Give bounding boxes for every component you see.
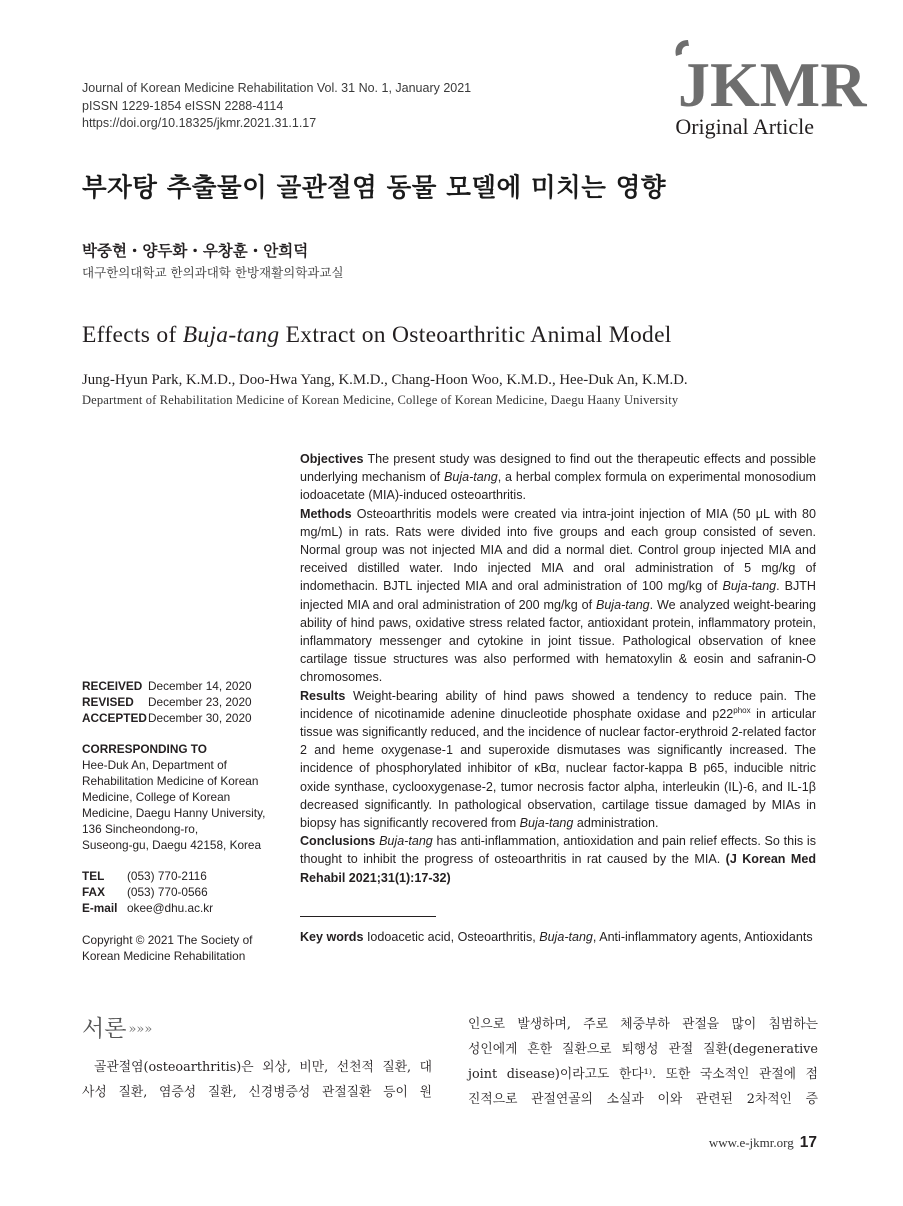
jkmr-logo — [662, 18, 867, 139]
page-number: 17 — [799, 1134, 817, 1151]
email-label: E-mail — [82, 901, 118, 915]
english-title: Effects of Buja-tang Extract on Osteoarthritic Animal Model — [82, 322, 672, 348]
article-dates — [82, 678, 252, 726]
journal-issn: pISSN 1229-1854 eISSN 2288-4114 — [82, 98, 284, 113]
heading-arrows-icon: »»» — [128, 1022, 153, 1037]
korean-title: 부자탕 추출물이 골관절염 동물 모델에 미치는 영향 — [82, 173, 667, 203]
english-authors: Jung-Hyun Park, K.M.D., Doo-Hwa Yang, K.M.D., Chang-Hoon Woo, K.M.D., Hee-Duk An, K.M.D. — [82, 372, 688, 388]
korean-affiliation: 대구한의대학교 한의과대학 한방재활의학과교실 — [82, 265, 344, 280]
abstract-objectives: Objectives The present study was designed to find out the therapeutic effects and possible underlying mechanism of Buja-tang, a herbal complex formula on experimental monosodium iodoacetate (MIA)-induced osteoarthritis. — [300, 452, 816, 503]
journal-doi[interactable]: https://doi.org/10.18325/jkmr.2021.31.1.17 — [82, 116, 317, 130]
keywords: Key words Iodoacetic acid, Osteoarthritis, Buja-tang, Anti-inflammatory agents, Antioxidants — [300, 930, 813, 944]
article-type: Original Article — [675, 114, 814, 139]
correspondence: CORRESPONDING TO Hee-Duk An, Department of Rehabilitation Medicine of Korean Medicine, College of Korean Medicine, Daegu Hanny University, 136 Sincheondong-ro, Suseong-gu, Daegu 42158, Korea — [82, 742, 266, 852]
intro-left-column: 골관절염(osteoarthritis)은 외상, 비만, 선천적 질환, 대 사성 질환, 염증성 질환, 신경병증성 관절질환 등이 원 — [82, 1060, 432, 1100]
email-link[interactable]: okee@dhu.ac.kr — [127, 901, 214, 915]
abstract-results: Results Weight-bearing ability of hind paws showed a tendency to reduce pain. The incidence of nicotinamide adenine dinucleotide phosphate oxidase and $p22^{phox}$ in articular tissue was significantly reduced, and the incidence of nuclear factor-erythroid 2-related factor 2 and heme oxygenase-1 and superoxide dismutases was significantly increased. The incidence of phosphorylated inhibitor of κBα, nuclear factor-kappa B p65, inducible nitric oxide synthase, cyclooxygenase-2, tumor necrosis factor alpha, interleukin (IL)-6, and IL-1β decreased significantly. In pathological observation, cartilage tissue damaged by MIAs in biopsy has significantly recovered from Buja-tang administration. — [300, 688, 816, 831]
correspondence-label: CORRESPONDING TO — [82, 742, 207, 756]
english-affiliation: Department of Rehabilitation Medicine of Korean Medicine, College of Korean Medicine, Daegu Haany University — [82, 393, 679, 407]
fax-value: (053) 770-0566 — [127, 885, 208, 899]
journal-citation: Journal of Korean Medicine Rehabilitation Vol. 31 No. 1, January 2021 — [82, 81, 472, 95]
contact-info — [82, 868, 213, 916]
intro-heading: 서론 »»» — [82, 1016, 153, 1042]
received-label: RECEIVED — [82, 679, 143, 693]
accepted-date: December 30, 2020 — [148, 711, 252, 725]
fax-label: FAX — [82, 885, 105, 899]
tel-label: TEL — [82, 869, 105, 883]
keywords-divider — [300, 916, 436, 917]
journal-header — [82, 80, 471, 133]
abstract — [300, 450, 816, 887]
abstract-conclusions: Conclusions Buja-tang has anti-inflammation, antioxidation and pain relief effects. So this is thought to inhibit the progress of osteoarthritis in rat caused by the MIA. (J Korean Med Rehabil 2021;31(1):17-32) — [300, 834, 817, 885]
abstract-methods: Methods Osteoarthritis models were created via intra-joint injection of MIA (50 μL with 80 mg/mL) in rats. Rats were divided into five groups and each group consisted of seven. Normal group was not injected MIA and did a normal diet. Control group injected MIA and received distilled water. Indo injected MIA and oral administration of 5 mg/kg of indomethacin. BJTL injected MIA and oral administration of 100 mg/kg of Buja-tang. BJTH injected MIA and oral administration of 200 mg/kg of Buja-tang. We analyzed weight-bearing ability of hind paws, oxidative stress related factor, antioxidant protein, inflammatory protein, inflammatory messenger and cytokine in joint tissue. Pathological observation of knee cartilage tissue structures was also performed with hematoxylin & eosin and safranin-O chromosomes. — [300, 506, 816, 685]
received-date: December 14, 2020 — [148, 679, 252, 693]
korean-authors: 박중현・양두화・우창훈・안희덕 — [82, 242, 309, 260]
tel-value: (053) 770-2116 — [127, 869, 207, 883]
logo-text: JKMR — [678, 49, 867, 120]
footer-url[interactable]: www.e-jkmr.org — [708, 1135, 794, 1150]
revised-label: REVISED — [82, 695, 134, 709]
revised-date: December 23, 2020 — [148, 695, 252, 709]
accepted-label: ACCEPTED — [82, 711, 147, 725]
copyright: Copyright © 2021 The Society of Korean Medicine Rehabilitation — [82, 933, 253, 963]
page-footer — [709, 1134, 817, 1152]
intro-right-column: 인으로 발생하며, 주로 체중부하 관절을 많이 침범하는 성인에게 흔한 질환으로 퇴행성 관절 질환(degenerative joint disease)이라고도 한다¹⁾. 또한 국소적인 관절에 점 진적으로 관절연골의 소실과 이와 관련된 2차적인 증 — [468, 1017, 818, 1107]
abstract-citation: (J Korean Med Rehabil 2021;31(1):17-32) — [300, 852, 817, 885]
jkmr-logo-icon — [672, 34, 867, 120]
